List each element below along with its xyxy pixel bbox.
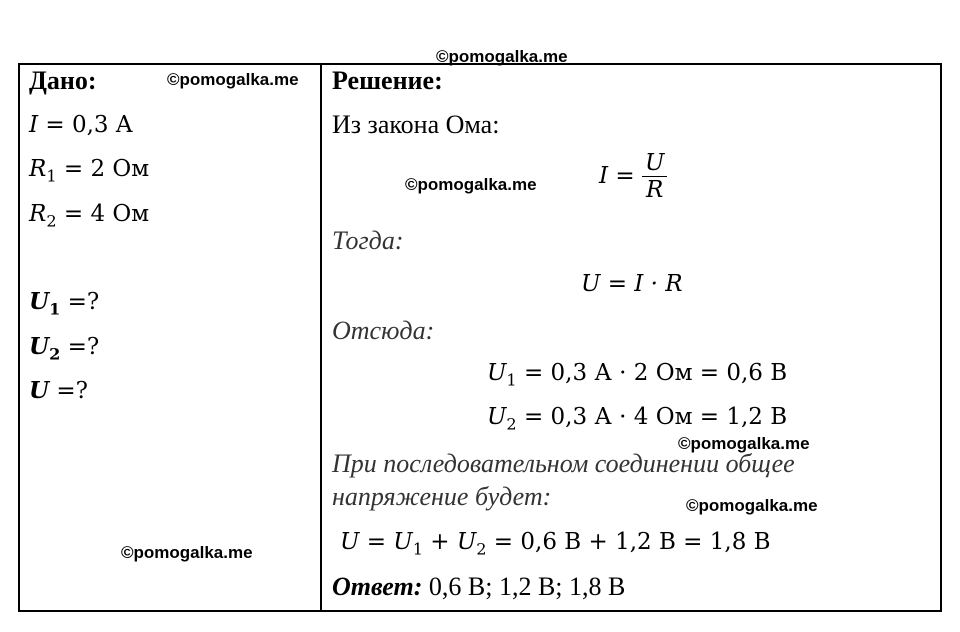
find-u1: $U_1$ =? [29, 288, 100, 319]
answer-value: 0,6 В; 1,2 В; 1,8 В [428, 572, 626, 601]
answer-label: Ответ: [332, 572, 423, 601]
given-r2: $R_2 = 4$ Ом [29, 201, 150, 231]
then-label: Тогда: [332, 226, 404, 255]
then-formula: U = I · R [581, 271, 683, 297]
solution-title: Решение: [332, 66, 443, 95]
find-u2: $U_2$ =? [29, 333, 100, 364]
total-voltage-formula: $U = U_1 + U_2 = 0,6$ В + 1,2 В = 1,8 В [340, 529, 771, 559]
find-u: U =? [29, 377, 88, 404]
series-text-line1: При последовательном соединении общее [332, 449, 795, 478]
ohm-law-formula: I = $\frac{U}{R}$ [599, 150, 667, 204]
watermark-right-mid: ©pomogalka.me [678, 434, 810, 453]
column-divider [320, 63, 322, 612]
watermark-given-header: ©pomogalka.me [167, 70, 299, 89]
hence-label: Отсюда: [332, 316, 435, 345]
answer-line [332, 572, 625, 602]
ohm-law-intro: Из закона Ома: [332, 110, 500, 139]
u2-calculation: $U_2 = 0,3$ А · 4 Ом = 1,2 В [487, 404, 788, 434]
series-text-line2: напряжение будет: [332, 482, 552, 511]
u1-calculation: $U_1 = 0,3$ А · 2 Ом = 0,6 В [487, 360, 788, 390]
watermark-left-bottom: ©pomogalka.me [121, 543, 253, 562]
watermark-top: ©pomogalka.me [436, 47, 568, 66]
given-current: I = 0,3 A [29, 112, 133, 138]
given-title: Дано: [29, 66, 97, 95]
watermark-center: ©pomogalka.me [405, 175, 537, 194]
watermark-right-lower: ©pomogalka.me [686, 496, 818, 515]
given-r1: $R_1 = 2$ Ом [29, 156, 150, 186]
ohm-fraction: $\frac{U}{R}$ [642, 150, 667, 204]
